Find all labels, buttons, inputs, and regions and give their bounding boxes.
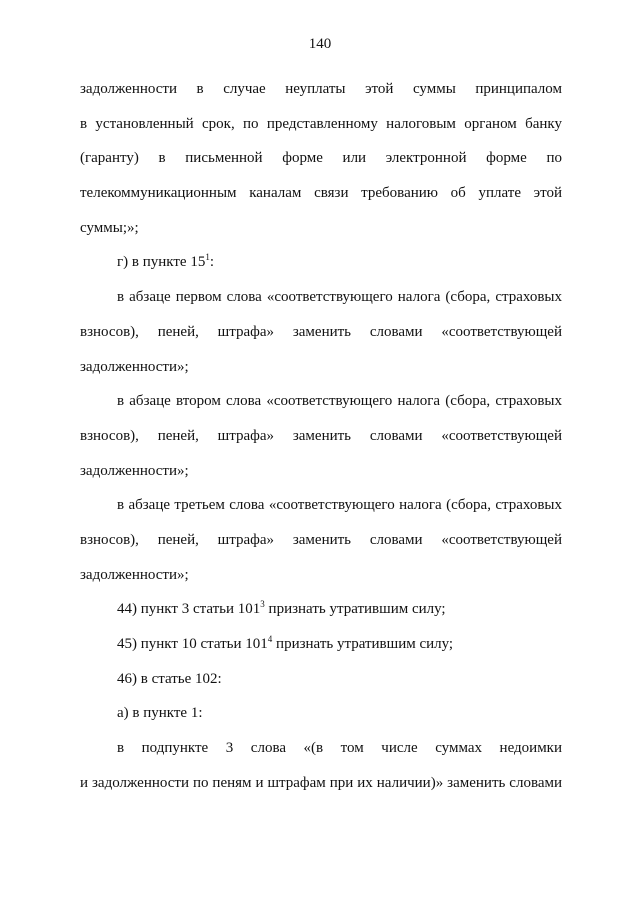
text-line: [80, 696, 562, 731]
text-line: [80, 523, 562, 558]
page-number: 140: [308, 36, 332, 52]
line-text: и задолженности по пеням и штрафам при их наличии)» заменить словами: [80, 774, 562, 791]
line-text: суммы;»;: [80, 219, 139, 236]
line-text-continued: :: [209, 254, 215, 271]
line-text: в установленный срок, по представленному налоговым органом банку: [80, 115, 562, 132]
text-line: [80, 211, 562, 246]
text-line: [80, 419, 562, 454]
line-text: а) в пункте 1:: [117, 705, 203, 722]
line-text: задолженности»;: [80, 358, 189, 375]
line-text: (гаранту) в письменной форме или электронной форме по: [80, 150, 562, 167]
body-text: [80, 72, 562, 800]
line-text: 46) в статье 102:: [117, 670, 222, 687]
line-text-continued: признать утратившим силу;: [272, 636, 454, 652]
line-text: в абзаце третьем слова «соответствующего налога (сбора, страховых: [117, 497, 562, 514]
line-text: задолженности»;: [80, 462, 189, 479]
text-line: [80, 454, 562, 489]
line-text: в подпункте 3 слова «(в том числе суммах недоимки: [117, 740, 562, 757]
text-line: [80, 315, 562, 350]
line-text: задолженности в случае неуплаты этой суммы принципалом: [80, 81, 562, 97]
line-text: взносов), пеней, штрафа» заменить словами «соответствующей: [80, 531, 562, 548]
text-line: [80, 558, 562, 593]
text-line: [80, 350, 562, 385]
line-text: в абзаце втором слова «соответствующего налога (сбора, страховых: [117, 393, 562, 410]
text-line: [80, 245, 562, 280]
superscript: 3: [260, 599, 265, 610]
text-line: [80, 731, 562, 766]
superscript: 4: [267, 634, 273, 644]
line-text-continued: признать утратившим силу;: [264, 601, 446, 618]
line-text: взносов), пеней, штрафа» заменить словами «соответствующей: [80, 323, 562, 340]
text-line: [80, 592, 562, 627]
text-line: [80, 72, 562, 107]
line-text: телекоммуникационным каналам связи требованию об уплате этой: [80, 185, 562, 202]
text-line: [80, 384, 562, 419]
line-text: г) в пункте 15: [117, 254, 206, 271]
text-line: [80, 488, 562, 523]
line-text: задолженности»;: [80, 566, 189, 583]
text-line: [80, 176, 562, 211]
superscript: 1: [205, 252, 210, 263]
text-line: [80, 662, 562, 697]
text-line: [80, 280, 562, 315]
text-line: [80, 107, 562, 142]
line-text: взносов), пеней, штрафа» заменить словами «соответствующей: [80, 427, 562, 444]
text-line: [80, 766, 562, 801]
text-line: [80, 627, 562, 662]
text-line: [80, 141, 562, 176]
line-text: 45) пункт 10 статьи 101: [117, 636, 268, 652]
line-text: в абзаце первом слова «соответствующего налога (сбора, страховых: [117, 289, 562, 306]
line-text: 44) пункт 3 статьи 101: [117, 601, 261, 618]
